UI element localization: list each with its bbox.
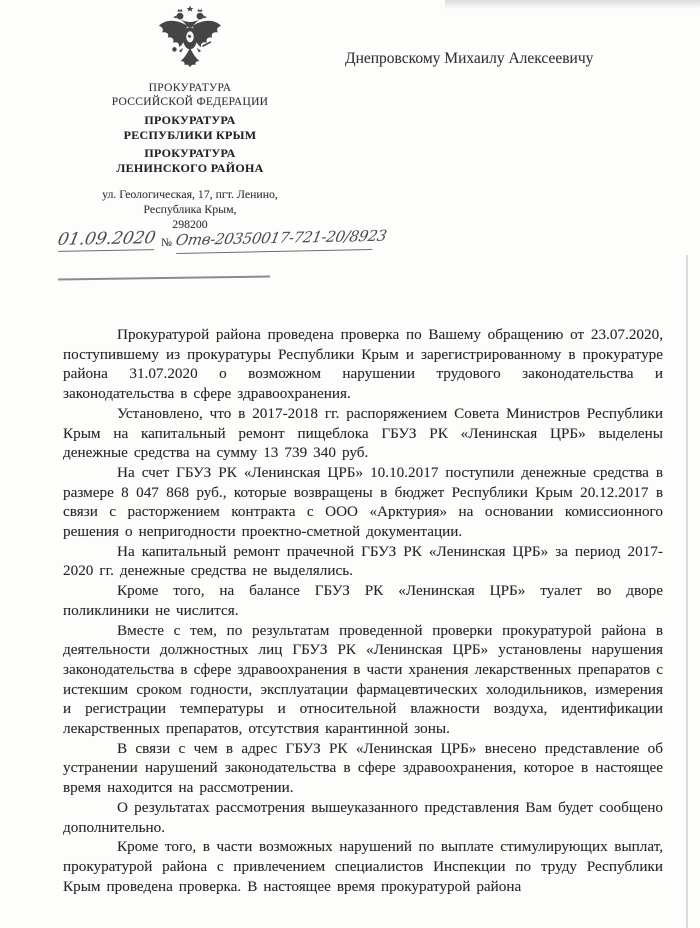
scan-smudge-artifact (445, 0, 700, 9)
addressee-name: Днепровскому Михаилу Алексеевичу (345, 50, 594, 67)
reference-row (56, 226, 389, 260)
org-line-prokuratura-rf-2: РОССИЙСКОЙ ФЕДЕРАЦИИ (111, 96, 269, 108)
handwritten-date-field (56, 227, 158, 252)
paragraph-4: На капитальный ремонт прачечной ГБУЗ РК «Ленинская ЦРБ» за период 2017-2020 гг. денежные средства не выделялись. (63, 542, 663, 580)
scan-edge-artifact (686, 255, 688, 928)
address-line-street: ул. Геологическая, 17, пгт. Ленино, (102, 187, 278, 201)
handwritten-number: Отв-20350017-721-20/8923 (174, 226, 389, 250)
number-sign: № (161, 237, 172, 249)
paragraph-7: В связи с чем в адрес ГБУЗ РК «Ленинская ЦРБ» внесено представление об устранении нарушений законодательства в сфере здравоохранения, которое в настоящее время находится на рассмотрении. (63, 739, 663, 797)
letter-body (63, 325, 663, 896)
blank-underline (58, 276, 270, 281)
paragraph-8: О результатах рассмотрения вышеуказанного представления Вам будет сообщено дополнительно. (63, 798, 663, 836)
address-line-region: Республика Крым, (143, 202, 237, 216)
paragraph-9: Кроме того, в части возможных нарушений по выплате стимулирующих выплат, прокуратурой района с привлечением специалистов Инспекции по труду Республики Крым проведена проверка. В настоящее время прокуратурой района (63, 838, 663, 895)
handwritten-number-field (174, 224, 389, 254)
handwritten-date: 01.09.2020 (56, 228, 158, 250)
letterhead (55, 5, 325, 232)
paragraph-6: Вместе с тем, по результатам проведенной проверки прокуратурой района в деятельности должностных лиц ГБУЗ РК «Ленинская ЦРБ» установлены нарушения законодательства в сфере здравоохранения в части хранения лекарственных препаратов с истекшим сроком годности, эксплуатации фармацевтических холодильников, измерения и регистрации температуры и относительной влажности воздуха, идентификации лекарственных препаратов, отсутствия карантинной зоны. (63, 621, 663, 738)
paragraph-1: Прокуратурой района проведена проверка по Вашему обращению от 23.07.2020, поступившему из прокуратуры Республики Крым и зарегистрированному в прокуратуре района 31.07.2020 о возможном нарушении трудового законодательства и законодательства в сфере здравоохранения. (63, 326, 663, 403)
paragraph-2: Установлено, что в 2017-2018 гг. распоряжением Совета Министров Республики Крым на капитальный ремонт пищеблока ГБУЗ РК «Ленинская ЦРБ» выделены денежные средства на сумму 13 739 340 руб. (63, 404, 663, 462)
org-line-prokuratura-krym-1: ПРОКУРАТУРА (144, 113, 236, 127)
org-line-prokuratura-lenino-2: ЛЕНИНСКОГО РАЙОНА (116, 160, 264, 175)
paragraph-5: Кроме того, на балансе ГБУЗ РК «Ленинская ЦРБ» туалет во дворе поликлиники не числится. (63, 582, 663, 619)
org-line-prokuratura-lenino-1: ПРОКУРАТУРА (144, 146, 236, 160)
org-line-prokuratura-rf-1: ПРОКУРАТУРА (148, 82, 232, 94)
address-line-zip: 298200 (172, 217, 208, 231)
russian-coat-of-arms-icon (153, 5, 227, 76)
paragraph-3: На счет ГБУЗ РК «Ленинская ЦРБ» 10.10.2017 поступили денежные средства в размере 8 047 868 руб., которые возвращены в бюджет Республики Крым 20.12.2017 в связи с расторжением контракта с ООО «Арктурия» на основании комиссионного решения о непригодности проектно-сметной документации. (63, 463, 663, 541)
org-line-prokuratura-krym-2: РЕСПУБЛИКИ КРЫМ (123, 127, 257, 142)
